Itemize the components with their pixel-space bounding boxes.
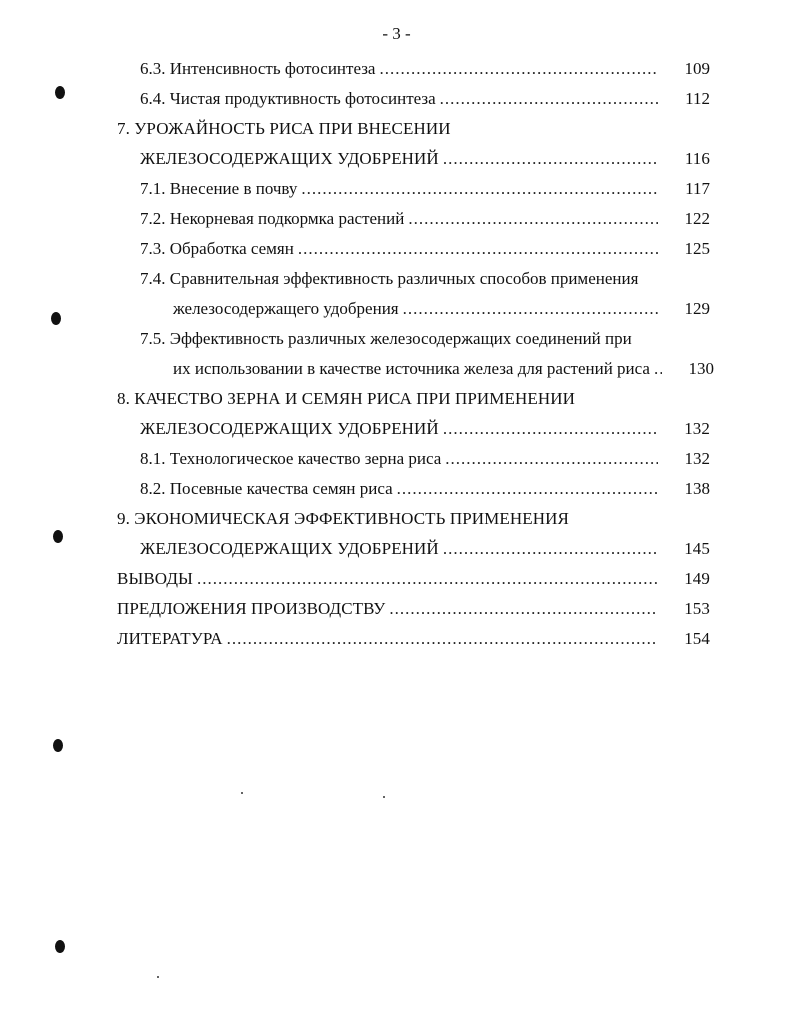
leader-dots	[440, 84, 658, 114]
toc-page-number: 149	[684, 569, 710, 588]
toc-entry-label: 7.3. Обработка семян	[140, 239, 294, 258]
toc-entry-7-4-title: 7.4. Сравнительная эффективность различных способов применения	[140, 269, 639, 288]
leader-dots	[227, 624, 658, 654]
leader-dots	[408, 204, 658, 234]
toc-entry-6-3	[140, 54, 710, 84]
toc-conclusions	[117, 564, 710, 594]
toc-entry-label: ЖЕЛЕЗОСОДЕРЖАЩИХ УДОБРЕНИЙ	[140, 419, 439, 438]
toc-entry-7-5	[173, 354, 714, 384]
toc-entry-7-2	[140, 204, 710, 234]
toc-entry-label: ВЫВОДЫ	[117, 569, 193, 588]
toc-entry-7-1	[140, 174, 710, 204]
toc-entry-7-3	[140, 234, 710, 264]
toc-page-number: 116	[684, 149, 710, 168]
toc-page-number: 145	[684, 539, 710, 558]
leader-dots	[445, 444, 658, 474]
toc-chapter-9-title: 9. ЭКОНОМИЧЕСКАЯ ЭФФЕКТИВНОСТЬ ПРИМЕНЕНИЯ	[117, 509, 569, 528]
toc-page-number: 109	[684, 59, 710, 78]
scan-speck	[241, 792, 243, 794]
binder-hole-mark	[55, 86, 65, 99]
leader-dots	[379, 54, 658, 84]
toc-entry-label: 6.4. Чистая продуктивность фотосинтеза	[140, 89, 436, 108]
toc-entry-label: их использовании в качестве источника железа для растений риса	[173, 359, 650, 378]
leader-dots	[301, 174, 658, 204]
toc-page-number: 112	[685, 89, 710, 108]
toc-page-number: 153	[684, 599, 710, 618]
scan-speck	[157, 976, 159, 978]
toc-page-number: 117	[685, 179, 710, 198]
toc-entry-label: 8.2. Посевные качества семян риса	[140, 479, 393, 498]
leader-dots	[654, 354, 662, 384]
leader-dots	[298, 234, 658, 264]
page-number: - 3 -	[382, 24, 411, 43]
leader-dots	[197, 564, 658, 594]
toc-chapter-8-title: 8. КАЧЕСТВО ЗЕРНА И СЕМЯН РИСА ПРИ ПРИМЕНЕНИИ	[117, 389, 575, 408]
toc-page-number: 138	[684, 479, 710, 498]
toc-chapter-9	[140, 534, 710, 564]
toc-entry-label: ПРЕДЛОЖЕНИЯ ПРОИЗВОДСТВУ	[117, 599, 386, 618]
toc-entry-label: ЖЕЛЕЗОСОДЕРЖАЩИХ УДОБРЕНИЙ	[140, 539, 439, 558]
leader-dots	[389, 594, 658, 624]
toc-page-number: 154	[684, 629, 710, 648]
toc-entry-8-2	[140, 474, 710, 504]
toc-page-number: 132	[684, 419, 710, 438]
toc-entry-label: 6.3. Интенсивность фотосинтеза	[140, 59, 376, 78]
toc-chapter-8	[140, 414, 710, 444]
toc-entry-8-1	[140, 444, 710, 474]
toc-page-number: 125	[684, 239, 710, 258]
toc-page-number: 129	[684, 299, 710, 318]
leader-dots	[443, 534, 658, 564]
toc-entry-label: 7.1. Внесение в почву	[140, 179, 298, 198]
toc-entry-7-5-title: 7.5. Эффективность различных железосодержащих соединений при	[140, 329, 632, 348]
toc-entry-label: ЛИТЕРАТУРА	[117, 629, 223, 648]
toc-chapter-7-title: 7. УРОЖАЙНОСТЬ РИСА ПРИ ВНЕСЕНИИ	[117, 119, 451, 138]
toc-entry-label: ЖЕЛЕЗОСОДЕРЖАЩИХ УДОБРЕНИЙ	[140, 149, 439, 168]
binder-hole-mark	[53, 530, 63, 543]
scan-speck	[383, 796, 385, 798]
toc-page-number: 130	[688, 359, 714, 378]
toc-entry-7-4	[173, 294, 710, 324]
binder-hole-mark	[53, 739, 63, 752]
toc-proposals	[117, 594, 710, 624]
leader-dots	[403, 294, 658, 324]
toc-literature	[117, 624, 710, 654]
binder-hole-mark	[51, 312, 61, 325]
toc-entry-label: 7.2. Некорневая подкормка растений	[140, 209, 405, 228]
leader-dots	[443, 144, 658, 174]
leader-dots	[443, 414, 658, 444]
toc-entry-label: 8.1. Технологическое качество зерна риса	[140, 449, 442, 468]
toc-chapter-7	[140, 144, 710, 174]
toc-entry-6-4	[140, 84, 710, 114]
leader-dots	[397, 474, 658, 504]
binder-hole-mark	[55, 940, 65, 953]
toc-page-number: 122	[684, 209, 710, 228]
toc-page-number: 132	[684, 449, 710, 468]
toc-entry-label: железосодержащего удобрения	[173, 299, 399, 318]
